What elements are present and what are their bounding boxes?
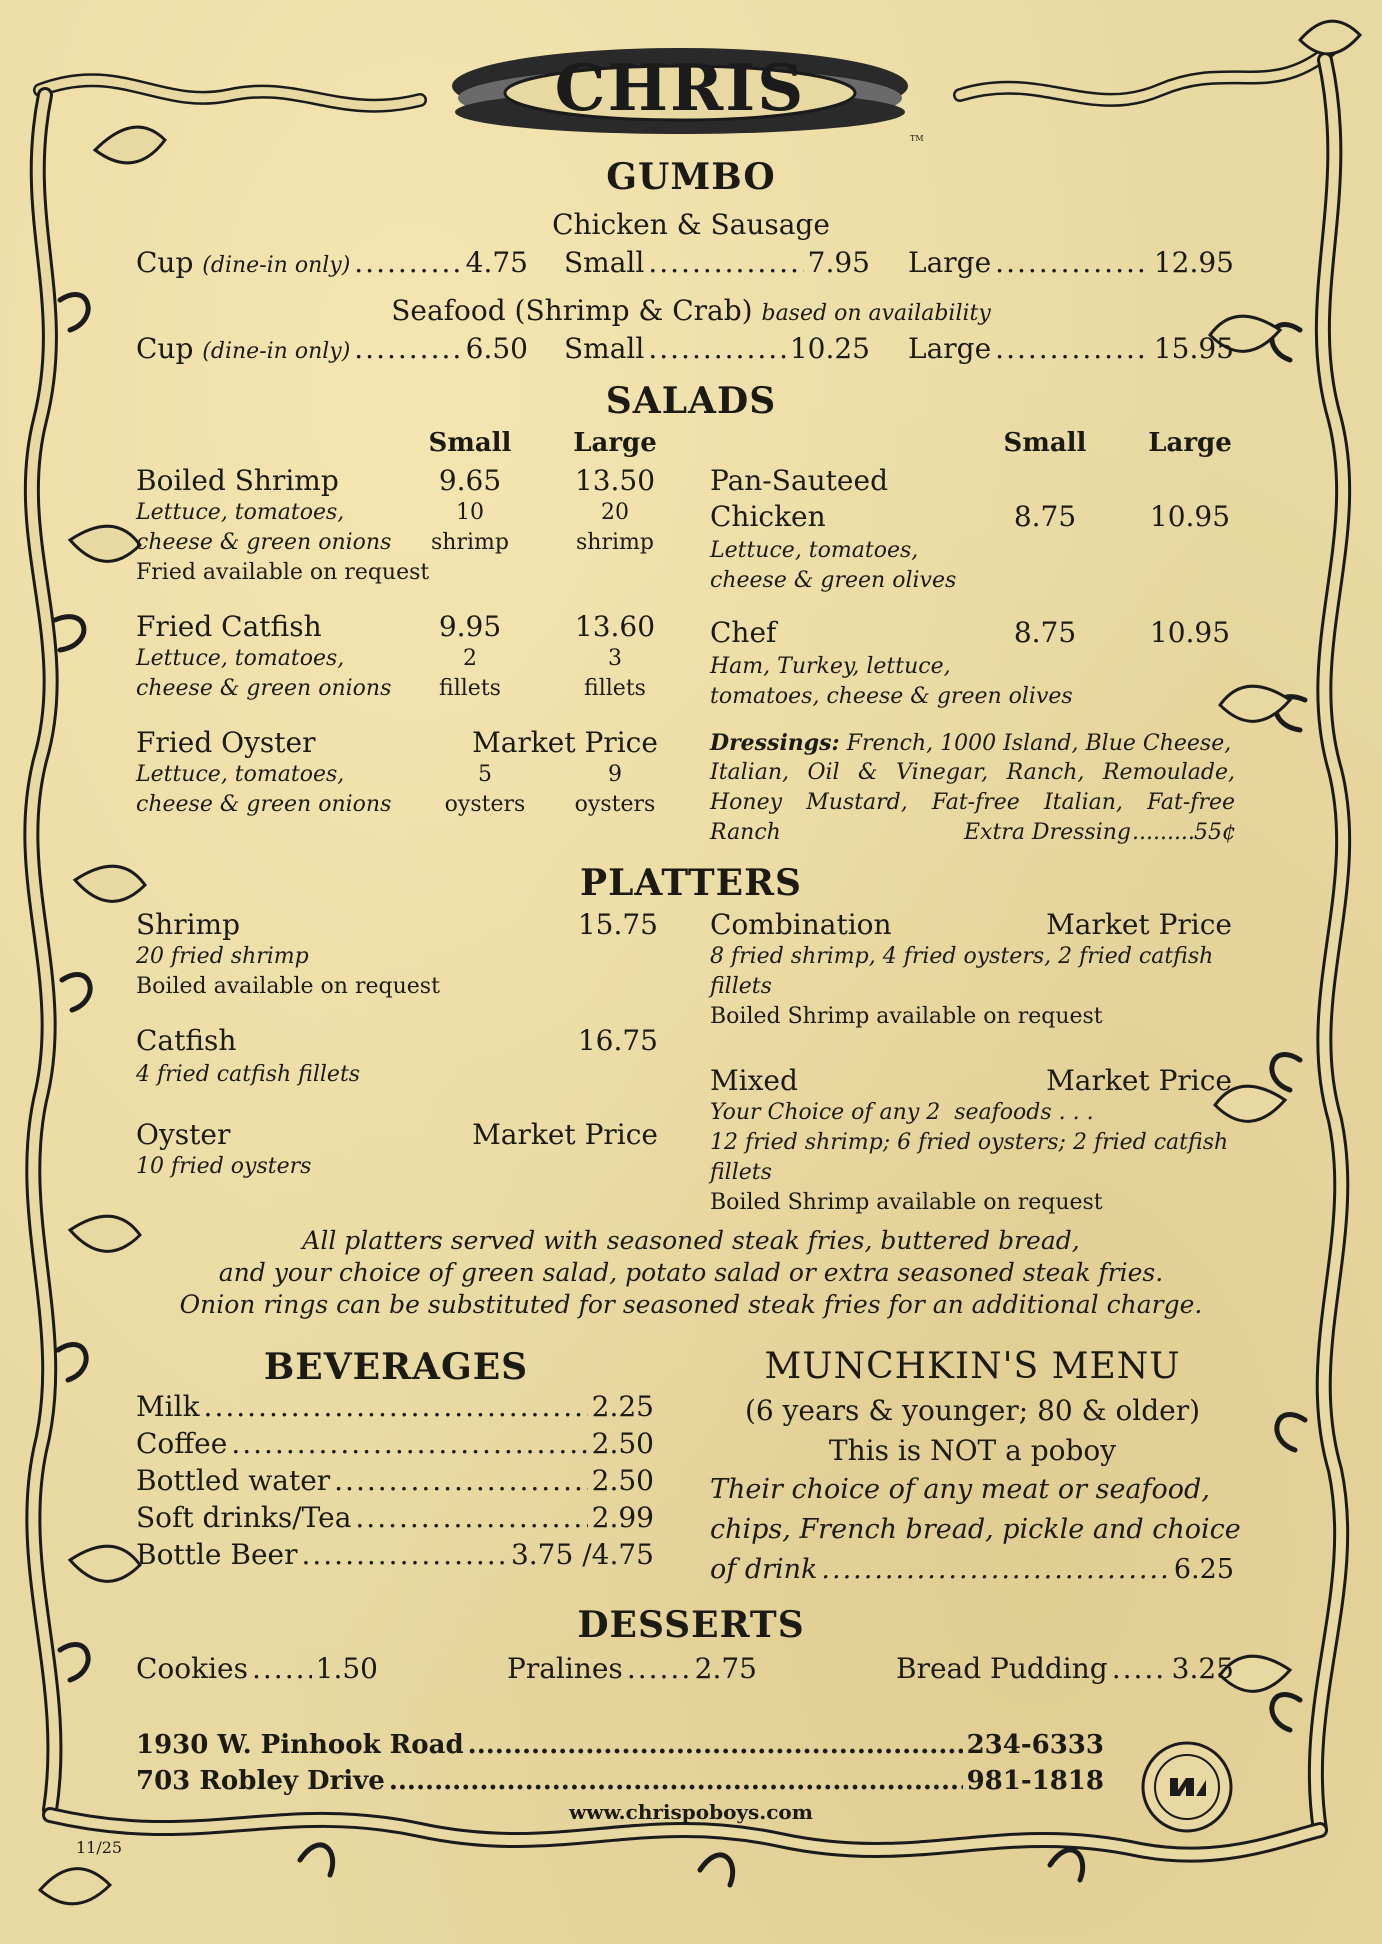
item-name: Bottle Beer — [136, 1538, 298, 1571]
price: 6.50 — [465, 332, 528, 365]
item-name-1: Pan-Sauteed — [710, 464, 888, 497]
item-desc-2: 12 fried shrimp; 6 fried oysters; 2 fried catfish — [710, 1130, 1229, 1155]
salads-left-col-small: Small — [428, 428, 512, 458]
platters-title: PLATTERS — [580, 862, 802, 904]
small-unit: shrimp — [431, 530, 509, 555]
availability-note: based on availability — [761, 301, 991, 326]
item-name: Coffee — [136, 1427, 228, 1460]
price: 4.75 — [465, 246, 528, 279]
item-price: 2.25 — [591, 1390, 654, 1423]
item-desc-1: Lettuce, tomatoes, — [710, 538, 919, 563]
item-desc-2: cheese & green olives — [710, 568, 957, 593]
item-name: Shrimp — [136, 908, 241, 941]
dessert-row — [896, 1652, 1234, 1685]
salads-right-col-small: Small — [1003, 428, 1087, 458]
beverage-row — [136, 1390, 654, 1423]
large-price: 13.60 — [574, 610, 656, 643]
small-unit: oysters — [444, 792, 526, 817]
small-unit: fillets — [439, 676, 501, 701]
item-desc: 20 fried shrimp — [136, 944, 309, 969]
dressings-line-3: Honey Mustard, Fat-free Italian, Fat-free — [710, 790, 1235, 815]
trademark: TM — [910, 134, 924, 143]
platters-footer-1: All platters served with seasoned steak fries, buttered bread, — [302, 1226, 1080, 1255]
gumbo-chicken-cup-row — [136, 246, 528, 279]
item-price: 3.25 — [1171, 1652, 1234, 1685]
item-name: Bottled water — [136, 1464, 331, 1497]
gumbo-chicken-small-row — [564, 246, 870, 279]
item-note: Boiled available on request — [136, 974, 440, 999]
item-name: Combination — [710, 908, 892, 941]
item-name: Soft drinks/Tea — [136, 1501, 352, 1534]
small-qty: 10 — [456, 500, 484, 525]
large-price: 13.50 — [574, 464, 656, 497]
beverage-row — [136, 1427, 654, 1460]
dressings-line-4: Ranch — [710, 820, 781, 845]
large-label: Large — [908, 246, 992, 279]
item-name: Oyster — [136, 1118, 231, 1151]
gumbo-title: GUMBO — [606, 156, 776, 198]
item-desc-1: Lettuce, tomatoes, — [136, 646, 345, 671]
item-note: Boiled Shrimp available on request — [710, 1004, 1103, 1029]
extra-dressing-price: 55¢ — [1194, 820, 1236, 845]
dressings-label: Dressings: — [710, 730, 840, 756]
extra-dressing-label: Extra Dressing — [964, 820, 1131, 845]
small-qty: 2 — [463, 646, 477, 671]
large-qty: 9 — [608, 762, 622, 787]
location-phone: 981-1818 — [966, 1766, 1104, 1796]
item-note: Boiled Shrimp available on request — [710, 1190, 1103, 1215]
item-name: Fried Catfish — [136, 610, 322, 643]
cup-label: Cup — [136, 246, 194, 279]
item-desc-2: tomatoes, cheese & green olives — [710, 684, 1073, 709]
beverage-row — [136, 1501, 654, 1534]
date-code: 11/25 — [76, 1838, 123, 1857]
item-price: Market Price — [472, 726, 658, 759]
logo-text: CHRIS — [554, 51, 806, 126]
large-price: 10.95 — [1149, 616, 1231, 649]
item-price: 15.75 — [577, 908, 658, 941]
large-qty: 3 — [608, 646, 622, 671]
extra-dressing-row — [964, 818, 1236, 848]
platters-footer-3: Onion rings can be substituted for seasoned steak fries for an additional charge. — [179, 1290, 1203, 1319]
munchkins-title: MUNCHKIN'S MENU — [764, 1346, 1181, 1387]
munchkins-desc-2: chips, French bread, pickle and choice — [710, 1514, 1241, 1545]
item-desc-1: 8 fried shrimp, 4 fried oysters, 2 fried catfish — [710, 944, 1214, 969]
small-label: Small — [564, 246, 645, 279]
item-price: 2.50 — [591, 1427, 654, 1460]
item-name-2: Chicken — [710, 500, 826, 533]
item-desc-1: Your Choice of any 2 seafoods . . . — [710, 1100, 1094, 1125]
small-price: 9.65 — [438, 464, 502, 497]
munchkins-not-poboy: This is NOT a poboy — [828, 1434, 1117, 1467]
small-qty: 5 — [478, 762, 492, 787]
restaurant-association-seal-icon — [1140, 1740, 1234, 1834]
location-row — [136, 1730, 1104, 1760]
gumbo-chicken-name: Chicken & Sausage — [552, 208, 830, 241]
small-price: 8.75 — [1013, 616, 1077, 649]
munchkins-ages: (6 years & younger; 80 & older) — [744, 1394, 1201, 1427]
location-address: 1930 W. Pinhook Road — [136, 1730, 464, 1760]
item-desc-1: Ham, Turkey, lettuce, — [710, 654, 951, 679]
small-label: Small — [564, 332, 645, 365]
item-name: Milk — [136, 1390, 200, 1423]
gumbo-seafood-small-row — [564, 332, 870, 365]
munchkins-desc-3: of drink — [710, 1554, 818, 1585]
gumbo-seafood-name: Seafood (Shrimp & Crab) — [391, 294, 753, 327]
dressings-text-1: French, 1000 Island, Blue Cheese, — [846, 731, 1232, 756]
gumbo-seafood-cup-row — [136, 332, 528, 365]
large-unit: oysters — [574, 792, 656, 817]
item-name: Mixed — [710, 1064, 798, 1097]
item-price: Market Price — [1046, 908, 1232, 941]
platters-footer-2: and your choice of green salad, potato salad or extra seasoned steak fries. — [218, 1258, 1164, 1287]
location-phone: 234-6333 — [966, 1730, 1104, 1760]
item-desc-1: Lettuce, tomatoes, — [136, 500, 345, 525]
beverage-row — [136, 1464, 654, 1497]
item-name: Cookies — [136, 1652, 248, 1685]
desserts-title: DESSERTS — [577, 1604, 805, 1646]
price: 15.95 — [1153, 332, 1234, 365]
gumbo-seafood-large-row — [908, 332, 1234, 365]
item-name: Bread Pudding — [896, 1652, 1108, 1685]
salads-right-col-large: Large — [1148, 428, 1232, 458]
large-unit: fillets — [584, 676, 646, 701]
item-price: Market Price — [1046, 1064, 1232, 1097]
item-name: Catfish — [136, 1024, 237, 1057]
item-price: Market Price — [472, 1118, 658, 1151]
small-price: 9.95 — [438, 610, 502, 643]
item-name: Boiled Shrimp — [136, 464, 339, 497]
item-desc-3: fillets — [710, 1160, 772, 1185]
cup-label: Cup — [136, 332, 194, 365]
salads-title: SALADS — [605, 380, 777, 422]
price: 10.25 — [789, 332, 870, 365]
cup-note: (dine-in only) — [202, 339, 351, 364]
munchkins-desc-1: Their choice of any meat or seafood, — [710, 1474, 1210, 1505]
item-name: Fried Oyster — [136, 726, 316, 759]
large-label: Large — [908, 332, 992, 365]
item-note: Fried available on request — [136, 560, 430, 585]
item-desc-1: Lettuce, tomatoes, — [136, 762, 345, 787]
item-price: 3.75 /4.75 — [510, 1538, 654, 1571]
item-price: 2.99 — [591, 1501, 654, 1534]
item-price: 1.50 — [315, 1652, 378, 1685]
gumbo-chicken-large-row — [908, 246, 1234, 279]
munchkins-price: 6.25 — [1173, 1554, 1234, 1585]
price: 12.95 — [1153, 246, 1234, 279]
item-desc: 10 fried oysters — [136, 1154, 312, 1179]
location-row — [136, 1766, 1104, 1796]
gumbo-seafood-heading — [0, 294, 1382, 327]
beverages-title: BEVERAGES — [263, 1346, 529, 1388]
large-qty: 20 — [601, 500, 629, 525]
dessert-row — [136, 1652, 378, 1685]
large-unit: shrimp — [576, 530, 654, 555]
beverage-row — [136, 1538, 654, 1571]
dressings-line-1 — [710, 728, 1235, 759]
location-address: 703 Robley Drive — [136, 1766, 385, 1796]
munchkins-price-row — [710, 1554, 1234, 1585]
item-name: Chef — [710, 616, 777, 649]
small-price: 8.75 — [1013, 500, 1077, 533]
price: 7.95 — [807, 246, 870, 279]
item-desc-2: cheese & green onions — [136, 676, 392, 701]
item-price: 2.75 — [694, 1652, 757, 1685]
dessert-row — [507, 1652, 757, 1685]
item-desc-2: cheese & green onions — [136, 530, 392, 555]
item-desc: 4 fried catfish fillets — [136, 1062, 361, 1087]
item-price: 2.50 — [591, 1464, 654, 1497]
logo — [440, 38, 924, 148]
item-desc-2: fillets — [710, 974, 772, 999]
salads-left-col-large: Large — [573, 428, 657, 458]
item-desc-2: cheese & green onions — [136, 792, 392, 817]
large-price: 10.95 — [1149, 500, 1231, 533]
website: www.chrispoboys.com — [569, 1800, 813, 1824]
item-name: Pralines — [507, 1652, 623, 1685]
dressings-line-2: Italian, Oil & Vinegar, Ranch, Remoulade, — [710, 760, 1235, 785]
cup-note: (dine-in only) — [202, 253, 351, 278]
item-price: 16.75 — [577, 1024, 658, 1057]
